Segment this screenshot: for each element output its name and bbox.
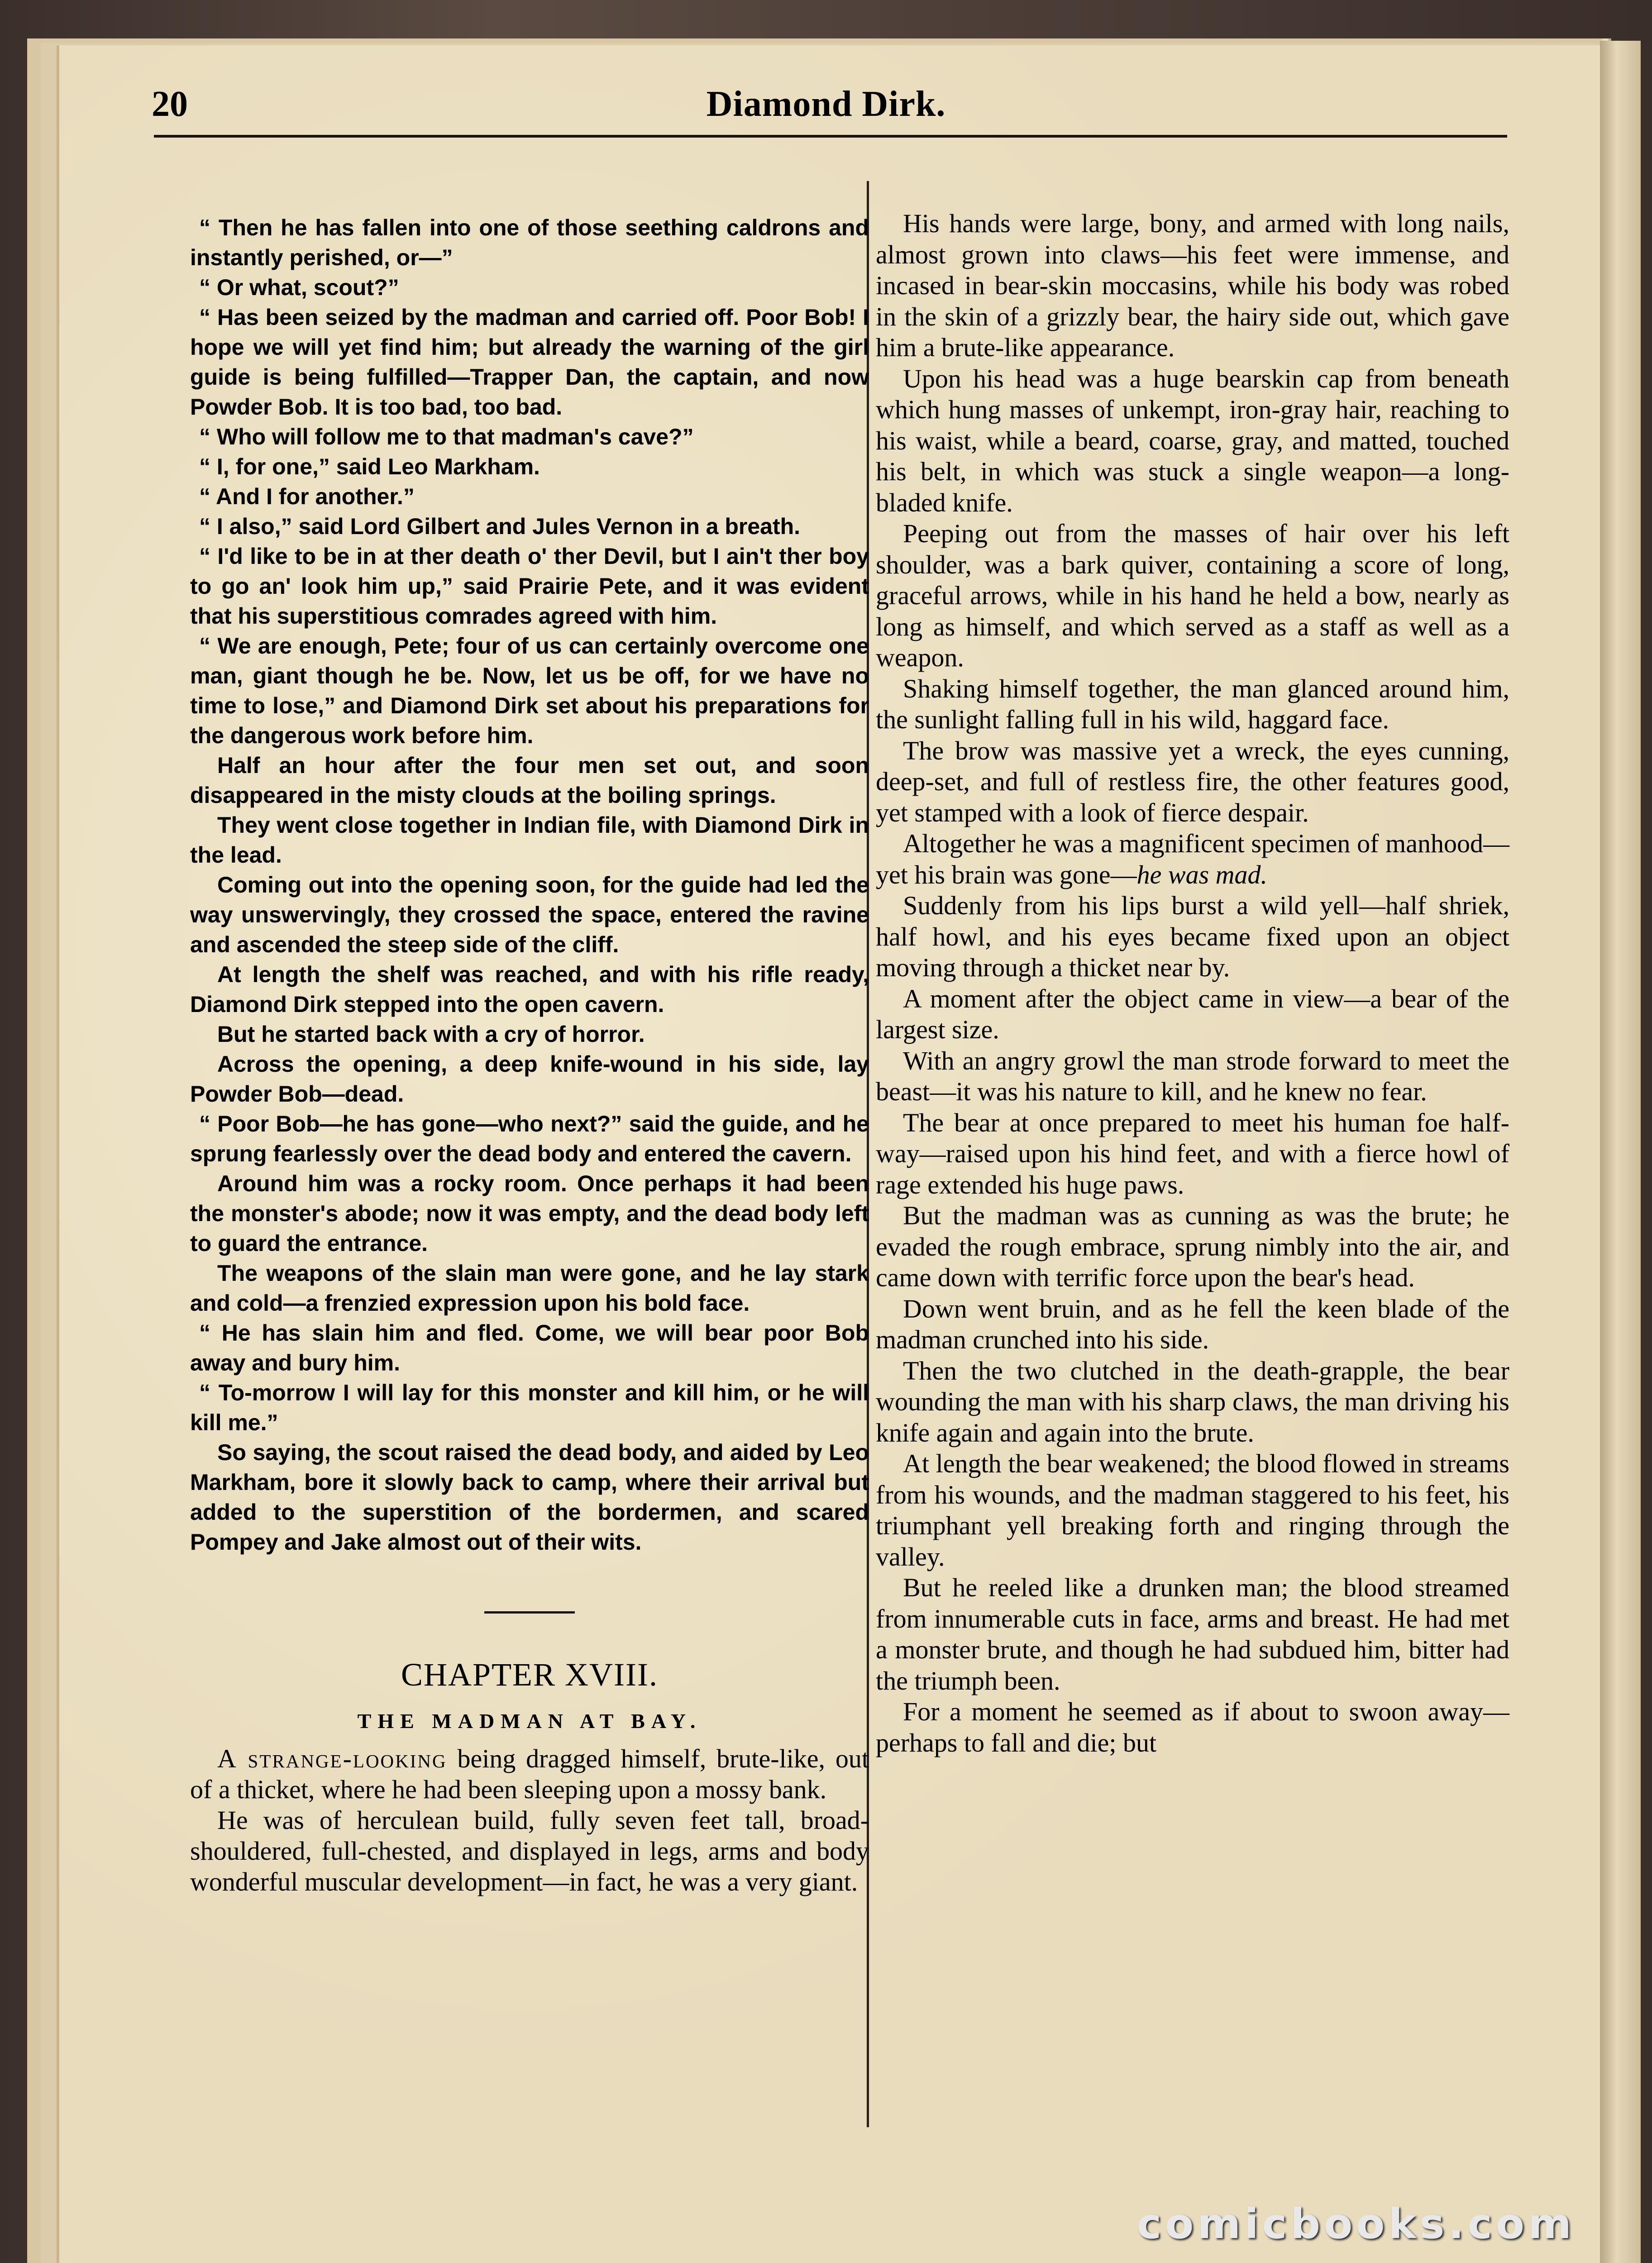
- chapter-opening-paragraph: [190, 1743, 869, 1805]
- paragraph: “ I'd like to be in at ther death o' ther Devil, but I ain't ther boy to go an' look him up,” said Prairie Pete, and it was evident that his superstitious comrades agreed with him.: [190, 544, 869, 629]
- left-column: [190, 213, 869, 1897]
- running-title: Diamond Dirk.: [706, 84, 946, 124]
- paragraph: “ I also,” said Lord Gilbert and Jules Vernon in a breath.: [199, 514, 801, 539]
- paragraph: They went close together in Indian file, with Diamond Dirk in the lead.: [190, 812, 869, 868]
- paragraph: Half an hour after the four men set out, and soon disappeared in the misty clouds at the boiling springs.: [190, 753, 869, 808]
- paragraph: At length the shelf was reached, and with his rifle ready, Diamond Dirk stepped into the open cavern.: [190, 962, 869, 1017]
- paragraph: But he started back with a cry of horror.: [217, 1022, 645, 1047]
- paragraph: Suddenly from his lips burst a wild yell—half shriek, half howl, and his eyes became fixed upon an object moving through a thicket near by.: [876, 891, 1509, 982]
- paragraph: The bear at once prepared to meet his human foe half-way—raised upon his hind feet, and with a fierce howl of rage extended his huge paws.: [876, 1108, 1509, 1199]
- paragraph: At length the bear weakened; the blood flowed in streams from his wounds, and the madman staggered to his feet, his triumphant yell breaking forth and ringing through the valley.: [876, 1449, 1509, 1571]
- chapter-rule: [484, 1611, 575, 1614]
- paragraph: But the madman was as cunning as was the brute; he evaded the rough embrace, sprung nimbly into the air, and came down with terrific force upon the bear's head.: [876, 1201, 1509, 1292]
- chapter-body: [190, 1743, 869, 1897]
- paragraph: “ And I for another.”: [199, 484, 415, 509]
- paragraph: For a moment he seemed as if about to swoon away—perhaps to fall and die; but: [876, 1697, 1509, 1757]
- paragraph: The brow was massive yet a wreck, the eyes cunning, deep-set, and full of restless fire, the other features good, yet stamped with a look of fierce despair.: [876, 735, 1509, 827]
- paragraph-main-text: Altogether he was a magnificent specimen of manhood—yet his brain was gone—: [876, 829, 1509, 889]
- paragraph: “ To-morrow I will lay for this monster and kill him, or he will kill me.”: [190, 1380, 869, 1435]
- paragraph: So saying, the scout raised the dead body, and aided by Leo Markham, bore it slowly back to camp, where their arrival but added to the superstition of the bordermen, and scared Pompey and Jake almost out of their wits.: [190, 1440, 869, 1555]
- opening-text: being dragged himself, brute-like, out of a thicket, where he had been sleeping upon a mossy bank.: [190, 1744, 869, 1804]
- paragraph: “ He has slain him and fled. Come, we will bear poor Bob away and bury him.: [190, 1320, 869, 1375]
- paragraph: “ Or what, scout?”: [199, 275, 399, 300]
- paragraph: Across the opening, a deep knife-wound in his side, lay Powder Bob—dead.: [190, 1051, 869, 1107]
- paragraph: “ Who will follow me to that madman's cave?”: [199, 424, 694, 449]
- paragraph: A moment after the object came in view—a bear of the largest size.: [876, 983, 1509, 1044]
- right-column: [876, 208, 1509, 1758]
- paragraph: Down went bruin, and as he fell the keen blade of the madman crunched into his side.: [876, 1294, 1509, 1354]
- opening-small-caps: A strange-looking: [217, 1744, 447, 1773]
- chapter-title: CHAPTER XVIII.: [401, 1657, 658, 1693]
- paragraph: Shaking himself together, the man glanced around him, the sunlight falling full in his wild, haggard face.: [876, 673, 1509, 734]
- page-header: [152, 84, 1500, 124]
- chapter-subtitle: THE MADMAN AT BAY.: [357, 1709, 702, 1733]
- page-fore-edge: [1600, 41, 1641, 2263]
- header-rule: [154, 135, 1507, 138]
- paragraph: “ Has been seized by the madman and carried off. Poor Bob! I hope we will yet find him; but already the warning of the girl guide is being fulfilled—Trapper Dan, the captain, and now Powder Bob. It is too bad, too bad.: [190, 305, 869, 420]
- site-watermark: comicbooks.com: [1136, 2200, 1575, 2248]
- paragraph: The weapons of the slain man were gone, and he lay stark and cold—a frenzied expression upon his bold face.: [190, 1260, 869, 1316]
- paragraph: “ Poor Bob—he has gone—who next?” said the guide, and he sprung fearlessly over the dead body and entered the cavern.: [190, 1111, 869, 1166]
- paragraph: Around him was a rocky room. Once perhaps it had been the monster's abode; now it was empty, and the dead body left to guard the entrance.: [190, 1171, 869, 1256]
- paragraph: Peeping out from the masses of hair over his left shoulder, was a bark quiver, containing a score of long, graceful arrows, while in his hand he held a bow, nearly as long as himself, and which served as a staff as well as a weapon.: [876, 519, 1509, 672]
- italic-text: he was mad.: [1136, 859, 1268, 889]
- paragraph: [876, 828, 1509, 890]
- paragraph: He was of herculean build, fully seven feet tall, broad-shouldered, full-chested, and displayed in legs, arms and body wonderful muscular development—in fact, he was a very giant.: [190, 1805, 869, 1896]
- paragraph: “ Then he has fallen into one of those seething caldrons and instantly perished, or—”: [190, 215, 869, 270]
- paragraph: Coming out into the opening soon, for the guide had led the way unswervingly, they crossed the space, entered the ravine and ascended the steep side of the cliff.: [190, 872, 869, 957]
- paragraph: “ We are enough, Pete; four of us can certainly overcome one man, giant though he be. Now, let us be off, for we have no time to lose,” and Diamond Dirk set about his preparations for the dangerous work before him.: [190, 633, 869, 748]
- paragraph: His hands were large, bony, and armed with long nails, almost grown into claws—his feet were immense, and incased in bear-skin moccasins, while his body was robed in the skin of a grizzly bear, the hairy side out, which gave him a brute-like appearance.: [876, 209, 1509, 362]
- paragraph: But he reeled like a drunken man; the blood streamed from innumerable cuts in face, arms and breast. He had met a monster brute, and though he had subdued him, bitter had the triumph been.: [876, 1573, 1509, 1695]
- paragraph: Then the two clutched in the death-grapple, the bear wounding the man with his sharp claws, the man driving his knife again and again into the brute.: [876, 1356, 1509, 1447]
- paragraph: With an angry growl the man strode forward to meet the beast—it was his nature to kill, and he knew no fear.: [876, 1046, 1509, 1106]
- paragraph: “ I, for one,” said Leo Markham.: [199, 454, 540, 479]
- paragraph: Upon his head was a huge bearskin cap from beneath which hung masses of unkempt, iron-gray hair, reaching to his waist, while a beard, coarse, gray, and matted, touched his belt, in which was stuck a single weapon—a long-bladed knife.: [876, 363, 1509, 517]
- page-number: 20: [152, 84, 188, 124]
